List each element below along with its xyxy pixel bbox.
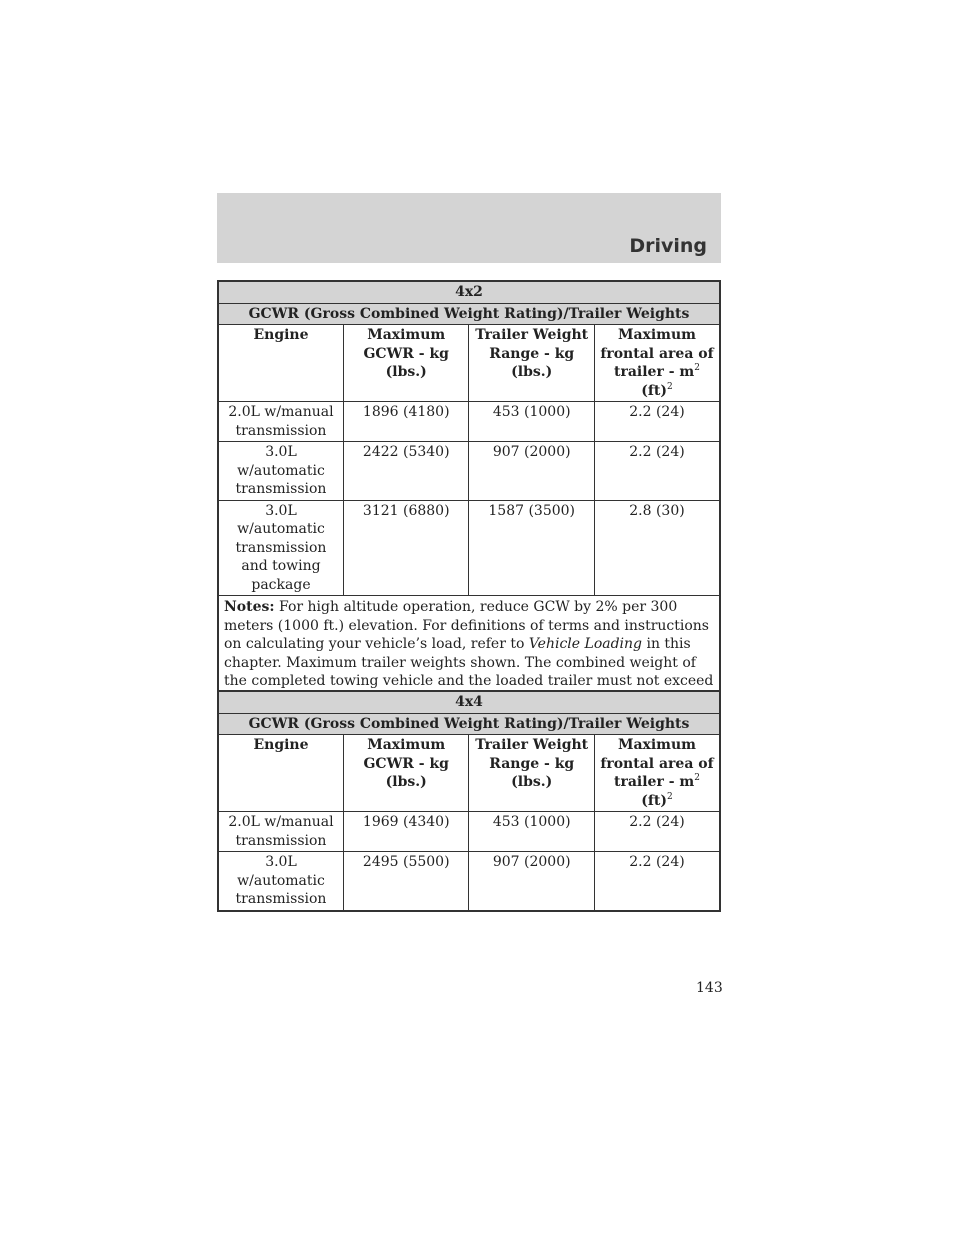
cell-trailer-weight: 453 (1000) (469, 402, 594, 442)
table-title: GCWR (Gross Combined Weight Rating)/Trailer Weights (218, 713, 720, 735)
notes-label: Notes: (224, 599, 275, 615)
page-number: 143 (696, 980, 723, 996)
column-header-max-gcwr: Maximum GCWR - kg (lbs.) (343, 735, 468, 812)
table-row (218, 500, 720, 596)
cell-engine: 3.0L w/automatic transmission (218, 442, 343, 501)
superscript: 2 (666, 791, 673, 802)
cell-frontal-area: 2.2 (24) (594, 812, 720, 852)
cell-trailer-weight: 907 (2000) (469, 852, 594, 911)
notes-reference: Vehicle Loading (528, 636, 643, 652)
table-row (218, 442, 720, 501)
superscript: 2 (666, 381, 673, 392)
frontal-area-label: Maximum frontal area of trailer - m (600, 737, 714, 790)
cell-engine: 2.0L w/manual transmission (218, 812, 343, 852)
column-header-max-gcwr: Maximum GCWR - kg (lbs.) (343, 325, 468, 402)
table-row (218, 812, 720, 852)
column-header-engine: Engine (218, 735, 343, 812)
frontal-area-unit: (ft) (641, 792, 667, 809)
cell-max-gcwr: 2422 (5340) (343, 442, 468, 501)
drivetrain-label: 4x2 (218, 281, 720, 303)
frontal-area-label: Maximum frontal area of trailer - m (600, 327, 714, 380)
cell-trailer-weight: 453 (1000) (469, 812, 594, 852)
section-title: Driving (629, 235, 707, 257)
cell-max-gcwr: 2495 (5500) (343, 852, 468, 911)
cell-engine: 3.0L w/automatic transmission and towing package (218, 500, 343, 596)
drivetrain-label: 4x4 (218, 691, 720, 713)
cell-frontal-area: 2.2 (24) (594, 852, 720, 911)
cell-frontal-area: 2.2 (24) (594, 442, 720, 501)
column-header-engine: Engine (218, 325, 343, 402)
notes-text-start: For high altitude operation, reduce GCW by 2% per 300 meters (1000 ft.) elevation. For definitions of terms and instructions on calculating your vehicle’s load, refer to (224, 599, 709, 652)
column-header-frontal-area (594, 325, 720, 402)
notes-text-end: in this chapter. Maximum trailer weights shown. The combined weight of the completed towing vehicle and the loaded trailer must not exceed (224, 636, 714, 689)
cell-max-gcwr: 3121 (6880) (343, 500, 468, 596)
towing-table-4x2 (217, 280, 721, 713)
table-title: GCWR (Gross Combined Weight Rating)/Trailer Weights (218, 303, 720, 325)
cell-engine: 3.0L w/automatic transmission (218, 852, 343, 911)
cell-frontal-area: 2.8 (30) (594, 500, 720, 596)
frontal-area-unit: (ft) (641, 382, 667, 399)
cell-frontal-area: 2.2 (24) (594, 402, 720, 442)
column-header-trailer-weight: Trailer Weight Range - kg (lbs.) (469, 735, 594, 812)
table-row (218, 852, 720, 911)
superscript: 2 (694, 363, 700, 373)
cell-trailer-weight: 907 (2000) (469, 442, 594, 501)
column-header-trailer-weight: Trailer Weight Range - kg (lbs.) (469, 325, 594, 402)
cell-trailer-weight: 1587 (3500) (469, 500, 594, 596)
column-header-frontal-area (594, 735, 720, 812)
cell-max-gcwr: 1896 (4180) (343, 402, 468, 442)
towing-table-4x4 (217, 690, 721, 912)
cell-engine: 2.0L w/manual transmission (218, 402, 343, 442)
section-header-band (217, 193, 721, 263)
superscript: 2 (694, 773, 700, 783)
cell-max-gcwr: 1969 (4340) (343, 812, 468, 852)
table-row (218, 402, 720, 442)
